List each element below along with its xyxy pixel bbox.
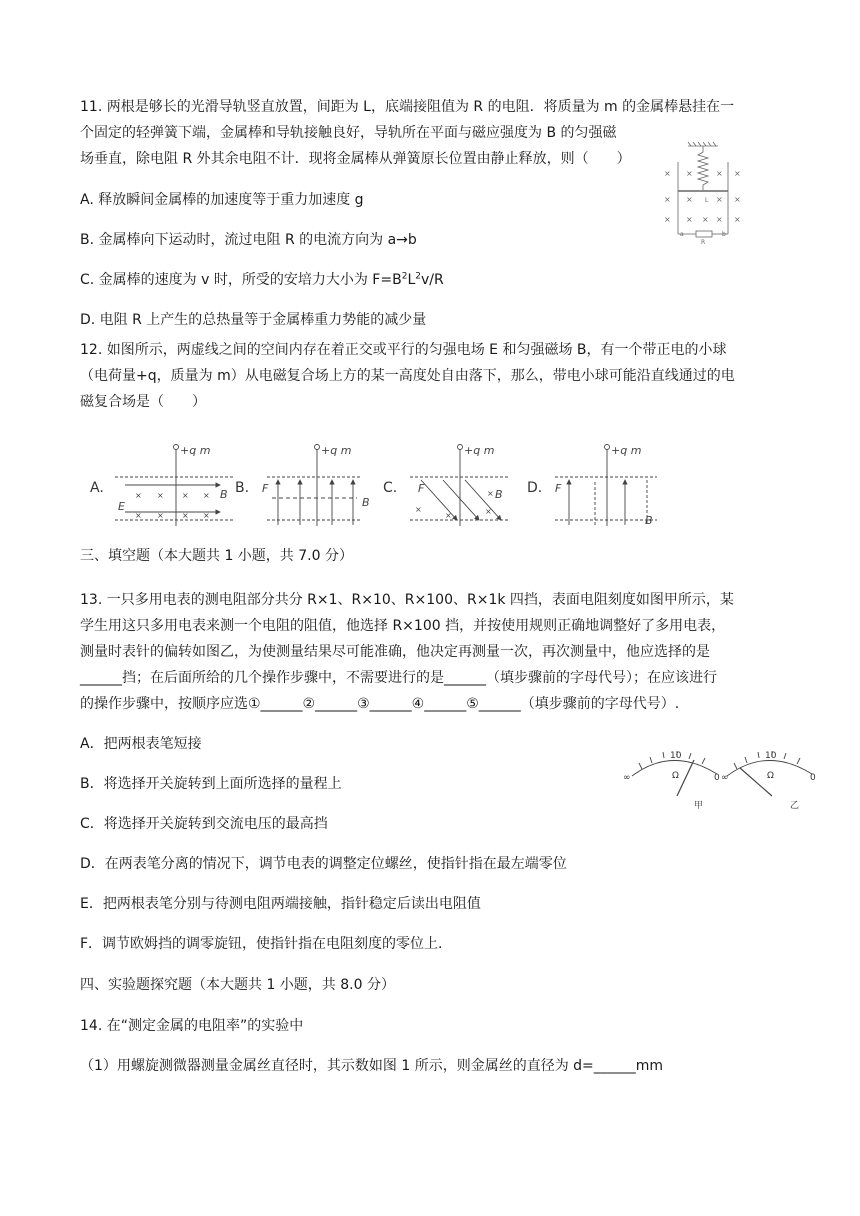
q13-step-b: B．将选择开关旋转到上面所选择的量程上 xyxy=(80,776,342,792)
svg-text:×: × xyxy=(716,169,723,178)
q13-step-d: D．在两表笔分离的情况下，调节电表的调整定位螺丝，使指针指在最左端零位 xyxy=(80,856,567,872)
q12-line-3: 磁复合场是（ ） xyxy=(80,394,206,410)
fig-label-a: A. xyxy=(90,480,104,496)
scale-label-10-yi: 10 xyxy=(765,751,777,761)
b-label-b: B xyxy=(362,496,370,509)
svg-text:×: × xyxy=(664,195,671,204)
f-label-c: F xyxy=(418,482,425,495)
q11-option-d: D. 电阻 R 上产生的总热量等于金属棒重力势能的减少量 xyxy=(80,312,427,328)
section-3-title: 三、填空题（本大题共 1 小题，共 7.0 分） xyxy=(80,548,353,564)
zero-label-jia: 0 xyxy=(714,773,720,783)
q14-line-1: 14. 在“测定金属的电阻率”的实验中 xyxy=(80,1018,304,1034)
label-r: R xyxy=(701,239,706,244)
q11-option-b: B. 金属棒向下运动时，流过电阻 R 的电流方向为 a→b xyxy=(80,232,417,248)
label-yi: 乙 xyxy=(790,801,800,811)
q12-line-2: （电荷量+q，质量为 m）从电磁复合场上方的某一高度处自由落下，那么，带电小球可能沿直线通过的电 xyxy=(80,368,735,384)
b-label-a: B xyxy=(220,488,228,501)
svg-text:×: × xyxy=(487,489,494,498)
q13-step-c: C．将选择开关旋转到交流电压的最高挡 xyxy=(80,816,328,832)
b-label-d: B xyxy=(645,514,653,527)
q13-line-2: 学生用这只多用电表来测一个电阻的阻值，他选择 R×100 挡，并按使用规则正确地调整好了多用电表， xyxy=(80,618,726,634)
magnetic-field-cross-marks xyxy=(664,169,741,224)
charge-label-b: +q m xyxy=(321,444,352,457)
charge-label-d: +q m xyxy=(611,444,642,457)
q14-line-2: （1）用螺旋测微器测量金属丝直径时，其示数如图 1 所示，则金属丝的直径为 d=______mm xyxy=(80,1058,664,1074)
svg-text:×: × xyxy=(135,511,142,520)
q11-line-1: 11. 两根是够长的光滑导轨竖直放置，间距为 L，底端接阻值为 R 的电阻．将质量为 m 的金属棒悬挂在一 xyxy=(80,99,735,115)
q11-option-a: A. 释放瞬间金属棒的加速度等于重力加速度 g xyxy=(80,192,364,208)
q13-ohm-scale-figure xyxy=(622,744,822,820)
svg-text:×: × xyxy=(686,195,693,204)
q13-line-3: 测量时表针的偏转如图乙，为使测量结果尽可能准确，他决定再测量一次，再次测量中，他应选择的是 xyxy=(80,644,710,660)
fig-label-b: B. xyxy=(235,480,250,496)
q13-step-e: E．把两根表笔分别与待测电阻两端接触，指针稳定后读出电阻值 xyxy=(80,896,481,912)
b-label-c: B xyxy=(495,488,503,501)
svg-text:×: × xyxy=(445,511,452,520)
svg-text:×: × xyxy=(686,215,693,224)
e-label-a: E xyxy=(118,500,125,513)
svg-text:×: × xyxy=(203,511,210,520)
q12-field-figures xyxy=(85,440,675,530)
svg-text:×: × xyxy=(686,169,693,178)
infinity-label-yi: ∞ xyxy=(721,773,729,783)
charge-label-c: +q m xyxy=(464,444,495,457)
scale-label-10-jia: 10 xyxy=(670,751,682,761)
ohm-symbol-yi: Ω xyxy=(767,771,774,781)
svg-text:×: × xyxy=(135,491,142,500)
fig-label-c: C. xyxy=(383,480,398,496)
svg-text:×: × xyxy=(203,491,210,500)
q13-step-f: F．调节欧姆挡的调零旋钮，使指针指在电阻刻度的零位上. xyxy=(80,936,443,952)
svg-text:×: × xyxy=(182,511,189,520)
q13-line-4: ______挡；在后面所给的几个操作步骤中，不需要进行的是______（填步骤前的字母代号）；在应该进行 xyxy=(80,670,717,686)
q11-line-3: 场垂直，除电阻 R 外其余电阻不计．现将金属棒从弹簧原长位置由静止释放，则（ ） xyxy=(80,151,631,167)
label-a: a xyxy=(680,231,684,238)
pointer-jia xyxy=(677,760,694,796)
q11-rail-spring-figure xyxy=(656,140,746,244)
svg-text:×: × xyxy=(734,215,741,224)
svg-text:×: × xyxy=(157,511,164,520)
fig-label-d: D. xyxy=(527,480,543,496)
infinity-label-jia: ∞ xyxy=(623,773,631,783)
svg-text:×: × xyxy=(182,491,189,500)
zero-label-yi: 0 xyxy=(810,773,816,783)
svg-text:×: × xyxy=(734,195,741,204)
svg-text:×: × xyxy=(157,491,164,500)
svg-text:×: × xyxy=(664,215,671,224)
f-label-d: F xyxy=(555,482,562,495)
q11-line-2: 个固定的轻弹簧下端，金属棒和导轨接触良好，导轨所在平面与磁应强度为 B 的匀强磁 xyxy=(80,125,617,141)
svg-text:×: × xyxy=(716,215,723,224)
svg-text:×: × xyxy=(485,507,492,516)
ohm-symbol-jia: Ω xyxy=(672,771,679,781)
label-b: b xyxy=(722,231,726,238)
svg-text:×: × xyxy=(734,169,741,178)
f-label-b: F xyxy=(262,482,269,495)
svg-text:×: × xyxy=(702,215,709,224)
svg-text:×: × xyxy=(716,195,723,204)
svg-text:×: × xyxy=(664,169,671,178)
q13-step-a: A．把两根表笔短接 xyxy=(80,736,202,752)
section-4-title: 四、实验题探究题（本大题共 1 小题，共 8.0 分） xyxy=(80,977,395,993)
q12-line-1: 12. 如图所示，两虚线之间的空间内存在着正交或平行的匀强电场 E 和匀强磁场 B，有一个带正电的小球 xyxy=(80,342,727,358)
label-jia: 甲 xyxy=(694,801,704,811)
charge-label-a: +q m xyxy=(180,444,211,457)
svg-text:×: × xyxy=(415,505,422,514)
q13-line-5: 的操作步骤中，按顺序应选①______②______③______④______⑤______（填步骤前的字母代号）. xyxy=(80,696,680,712)
q13-line-1: 13. 一只多用电表的测电阻部分共分 R×1、R×10、R×100、R×1k 四挡，表面电阻刻度如图甲所示，某 xyxy=(80,592,734,608)
label-l: L xyxy=(705,197,709,204)
q11-option-c: C. 金属棒的速度为 v 时，所受的安培力大小为 $F=B^2L^2v/R$ xyxy=(80,271,444,288)
